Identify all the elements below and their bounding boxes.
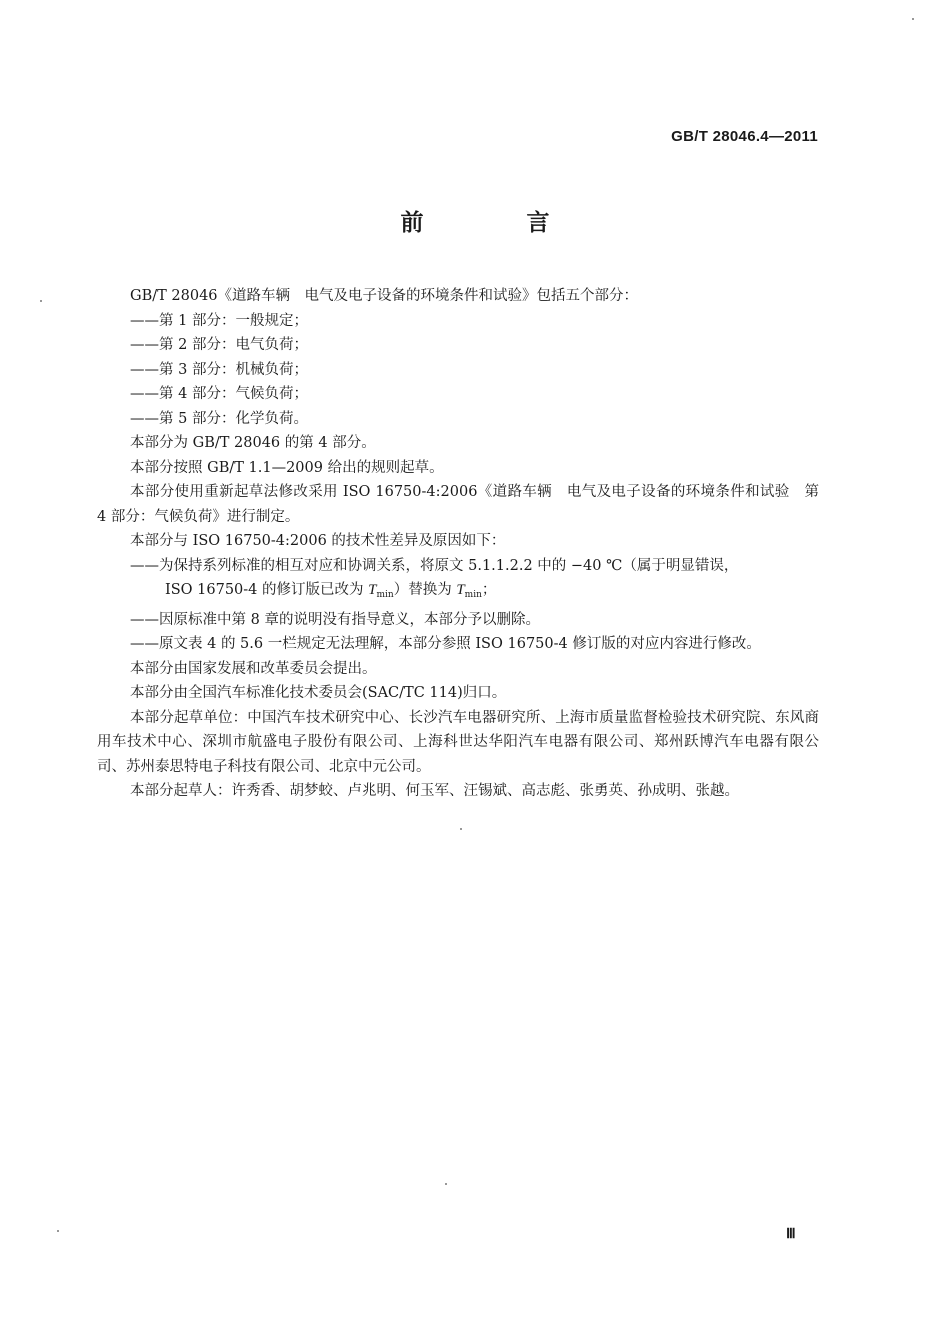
paragraph: 本部分由全国汽车标准化技术委员会(SAC/TC 114)归口。 — [130, 685, 507, 701]
paragraph: 本部分为 GB/T 28046 的第 4 部分。 — [130, 435, 376, 451]
scan-speck — [57, 1230, 59, 1232]
text-fragment: ； — [481, 582, 497, 598]
drafting-units: 本部分起草单位：中国汽车技术研究中心、长沙汽车电器研究所、上海市质量监督检验技术研究院、东风商用车技术中心、深圳市航盛电子股份有限公司、上海科世达华阳汽车电器有限公司、郑州跃博汽车电器有限公司、苏州泰思特电子科技有限公司、北京中元公司。 — [97, 709, 819, 775]
text-fragment: ISO 16750-4 的修订版已改为 — [165, 582, 369, 598]
list-item: ——第 5 部分：化学负荷。 — [130, 410, 308, 427]
paragraph: 本部分由国家发展和改革委员会提出。 — [130, 660, 377, 677]
standard-code: GB/T 28046.4—2011 — [671, 128, 818, 145]
list-item: ——第 1 部分：一般规定； — [130, 312, 308, 329]
scan-speck — [445, 1183, 447, 1185]
paragraph: 本部分使用重新起草法修改采用 ISO 16750-4:2006《道路车辆 电气及电子设备的环境条件和试验 第 4 部分：气候负荷》进行制定。 — [97, 484, 819, 525]
difference-item-continued — [97, 578, 819, 608]
intro-paragraph: GB/T 28046《道路车辆 电气及电子设备的环境条件和试验》包括五个部分： — [130, 288, 639, 304]
t-subscript: min — [464, 590, 482, 600]
difference-item: ——为保持系列标准的相互对应和协调关系，将原文 5.1.1.2.2 中的 −40 ℃（属于明显错误， — [130, 557, 739, 574]
list-item: ——第 2 部分：电气负荷； — [130, 337, 308, 353]
page-title: 前 言 — [400, 210, 590, 236]
t-variable: T — [456, 582, 465, 598]
paragraph: 本部分按照 GB/T 1.1—2009 给出的规则起草。 — [130, 459, 444, 476]
scan-speck — [40, 300, 42, 302]
difference-item: ——原文表 4 的 5.6 一栏规定无法理解，本部分参照 ISO 16750-4 修订版的对应内容进行修改。 — [130, 636, 761, 652]
t-subscript: min — [376, 590, 394, 600]
scan-speck — [912, 18, 914, 20]
paragraph: 本部分与 ISO 16750-4:2006 的技术性差异及原因如下： — [130, 533, 506, 549]
t-variable: T — [368, 582, 377, 598]
difference-item: ——因原标准中第 8 章的说明没有指导意义，本部分予以删除。 — [130, 611, 540, 628]
list-item: ——第 3 部分：机械负荷； — [130, 361, 308, 378]
text-fragment: ）替换为 — [393, 582, 457, 598]
foreword-body — [97, 284, 819, 804]
list-item: ——第 4 部分：气候负荷； — [130, 386, 308, 402]
scan-speck — [460, 828, 462, 830]
page-number: Ⅲ — [786, 1227, 796, 1242]
drafters: 本部分起草人：许秀香、胡梦蛟、卢兆明、何玉军、汪锡斌、高志彪、张勇英、孙成明、张越。 — [130, 783, 739, 799]
